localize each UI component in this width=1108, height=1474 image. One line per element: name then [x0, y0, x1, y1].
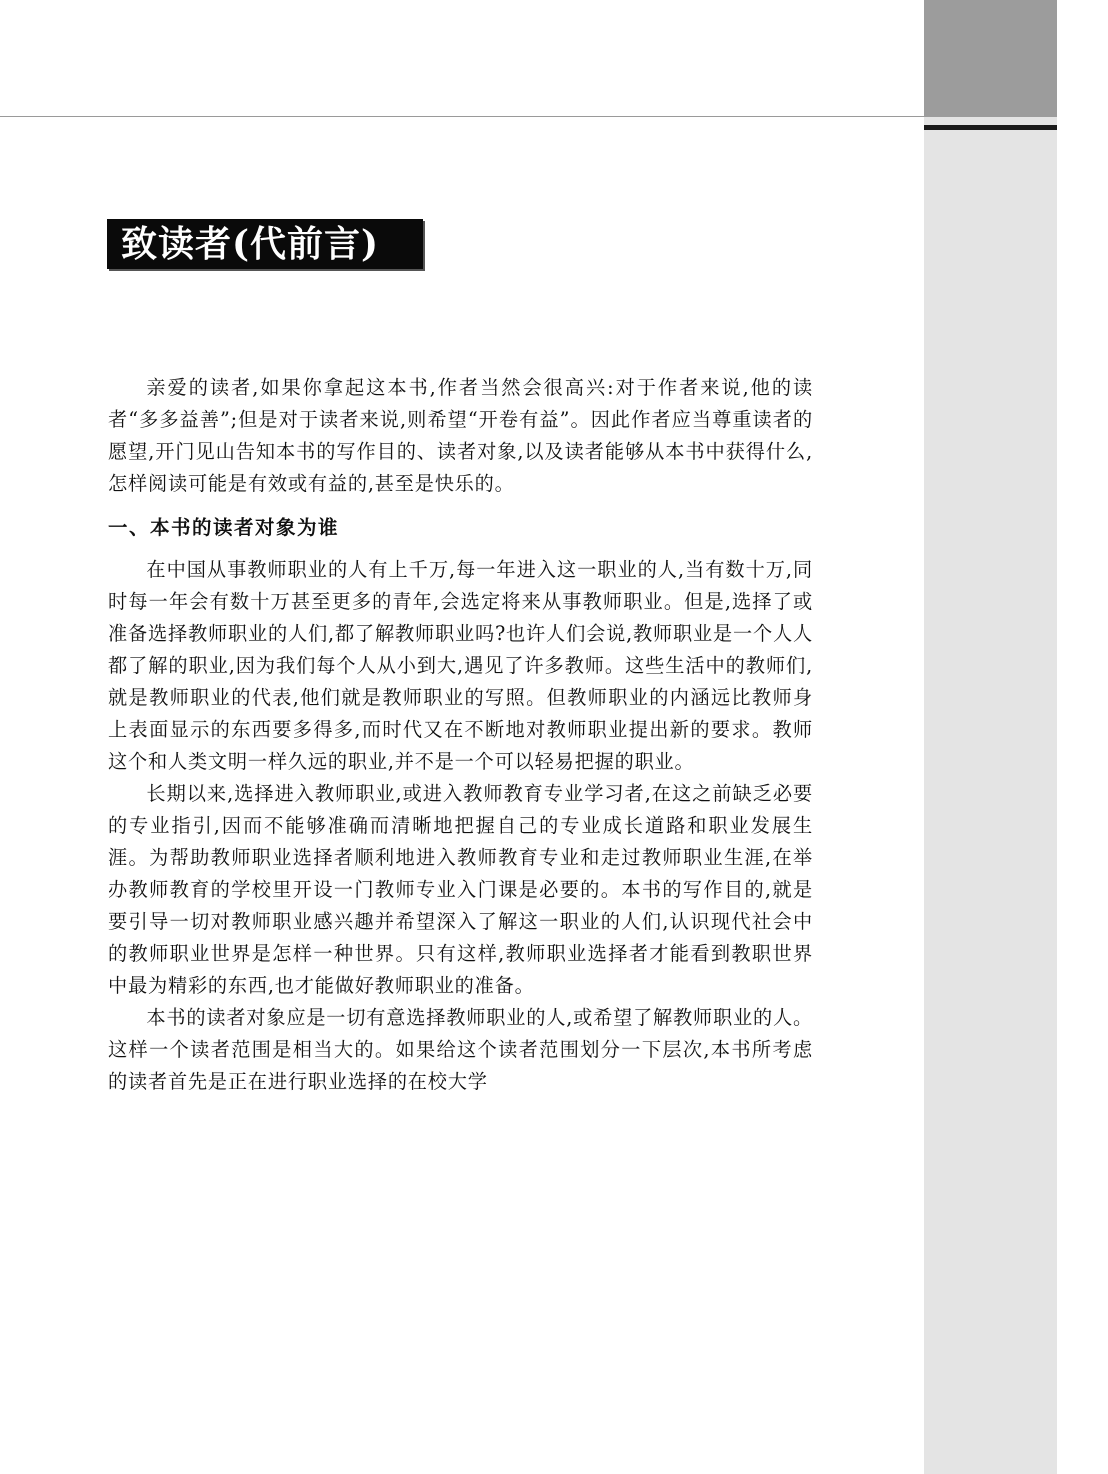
section-paragraph-3: 本书的读者对象应是一切有意选择教师职业的人,或希望了解教师职业的人。这样一个读者范围是相当大的。如果给这个读者范围划分一下层次,本书所考虑的读者首先是正在进行职业选择的在校大学 [108, 1006, 813, 1093]
header-rule [0, 116, 924, 117]
intro-paragraph: 亲爱的读者,如果你拿起这本书,作者当然会很高兴:对于作者来说,他的读者“多多益善”;但是对于读者来说,则希望“开卷有益”。因此作者应当尊重读者的愿望,开门见山告知本书的写作目的、读者对象,以及读者能够从本书中获得什么,怎样阅读可能是有效或有益的,甚至是快乐的。 [108, 376, 813, 495]
section-heading: 一、本书的读者对象为谁 [108, 516, 340, 539]
body-text [108, 372, 813, 1098]
chapter-title: 致读者(代前言) [121, 223, 380, 265]
section-paragraph-2: 长期以来,选择进入教师职业,或进入教师教育专业学习者,在这之前缺乏必要的专业指引,因而不能够准确而清晰地把握自己的专业成长道路和职业发展生涯。为帮助教师职业选择者顺利地进入教师教育专业和走过教师职业生涯,在举办教师教育的学校里开设一门教师专业入门课是必要的。本书的写作目的,就是要引导一切对教师职业感兴趣并希望深入了解这一职业的人们,认识现代社会中的教师职业世界是怎样一种世界。只有这样,教师职业选择者才能看到教职世界中最为精彩的东西,也才能做好教师职业的准备。 [108, 782, 813, 997]
side-tab-bar [924, 125, 1057, 130]
side-tab-block [924, 0, 1057, 117]
chapter-title-box [107, 219, 423, 269]
side-margin-panel [924, 0, 1057, 1474]
section-paragraph-1: 在中国从事教师职业的人有上千万,每一年进入这一职业的人,当有数十万,同时每一年会有数十万甚至更多的青年,会选定将来从事教师职业。但是,选择了或准备选择教师职业的人们,都了解教师职业吗?也许人们会说,教师职业是一个人人都了解的职业,因为我们每个人从小到大,遇见了许多教师。这些生活中的教师们,就是教师职业的代表,他们就是教师职业的写照。但教师职业的内涵远比教师身上表面显示的东西要多得多,而时代又在不断地对教师职业提出新的要求。教师这个和人类文明一样久远的职业,并不是一个可以轻易把握的职业。 [108, 558, 813, 773]
